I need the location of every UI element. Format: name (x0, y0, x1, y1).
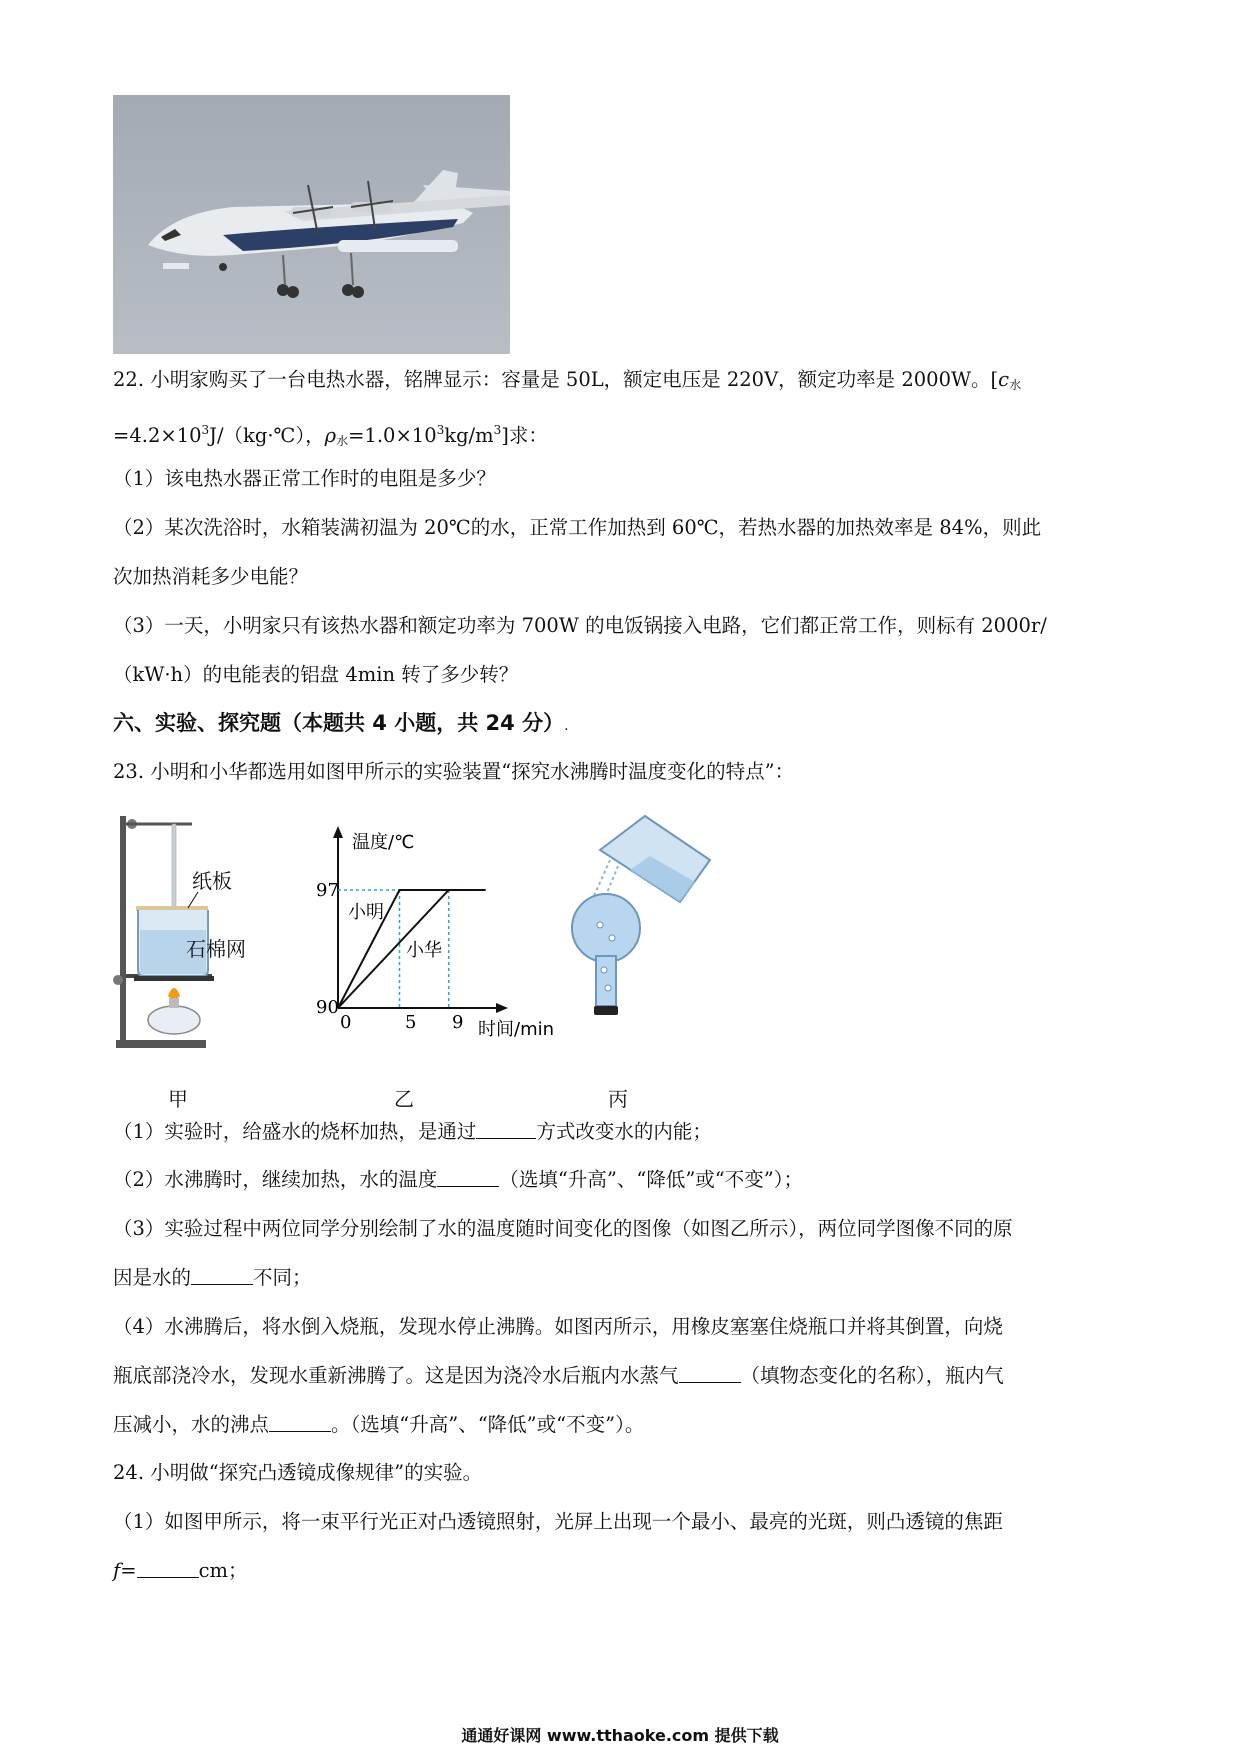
q23-part-3-line-2 (113, 1266, 312, 1290)
answer-blank-5[interactable] (269, 1413, 331, 1432)
series-label-xiaohua: 小华 (406, 940, 442, 961)
figure-bing (570, 810, 720, 1035)
section-6-heading (113, 711, 569, 738)
y-axis-label: 温度/℃ (352, 832, 415, 853)
x-axis-arrow (496, 1003, 508, 1013)
exponent: 3 (493, 423, 502, 437)
q22-part-1: （1）该电热水器正常工作时的电阻是多少？ (113, 467, 496, 490)
q24-part-1-line-1: （1）如图甲所示，将一束平行光正对凸透镜照射，光屏上出现一个最小、最亮的光斑，则凸透镜的焦距 (113, 1510, 1003, 1533)
q22-line-2 (113, 418, 548, 453)
q22-part-2-line-1: （2）某次洗浴时，水箱装满初温为 20℃的水，正常工作加热到 60℃，若热水器的加热效率是 84%，则此 (113, 516, 1042, 539)
q23-part-4-text-c: 压减小，水的沸点 (113, 1413, 270, 1436)
y-axis-arrow (333, 826, 343, 838)
figure-yi-label: 乙 (394, 1087, 414, 1111)
section-6-title: 六、实验、探究题（本题共 4 小题，共 24 分） (113, 711, 565, 735)
x-axis-label: 时间/min (478, 1019, 555, 1040)
answer-blank-2[interactable] (437, 1168, 499, 1187)
q22-rho-unit: kg/m (444, 424, 494, 447)
q23-part-4-text-a: 瓶底部浇冷水，发现水重新沸腾了。这是因为浇冷水后瓶内水蒸气 (113, 1364, 679, 1387)
q22-line-1 (113, 368, 1021, 397)
q23-part-4-text-b: （填物态变化的名称），瓶内气 (740, 1364, 1004, 1387)
heating-apparatus-diagram (112, 810, 292, 1080)
answer-blank-3[interactable] (191, 1266, 253, 1285)
q23-part-3-text-a: 因是水的 (113, 1266, 192, 1289)
answer-blank-6[interactable] (137, 1559, 199, 1578)
q23-part-4-line-1: （4）水沸腾后，将水倒入烧瓶，发现水停止沸腾。如图丙所示，用橡皮塞塞住烧瓶口并将其倒置，向烧 (113, 1315, 1003, 1338)
x-tick-0: 0 (340, 1012, 352, 1033)
q23-part-2 (113, 1168, 803, 1192)
q22-part-3-line-2: （kW·h）的电能表的铝盘 4min 转了多少转？ (113, 663, 519, 686)
x-tick-5: 5 (405, 1012, 417, 1033)
q22-c-unit: J/（kg·℃）， (209, 424, 325, 447)
focal-length-symbol: f (113, 1559, 121, 1582)
q23-part-1-text-b: 方式改变水的内能； (536, 1120, 712, 1143)
label-asbestos-mesh: 石棉网 (186, 937, 246, 961)
q23-part-1-text-a: （1）实验时，给盛水的烧杯加热，是通过 (113, 1120, 477, 1143)
q23-part-1 (113, 1120, 712, 1144)
q23-part-3-line-1: （3）实验过程中两位同学分别绘制了水的温度随时间变化的图像（如图乙所示），两位同学图像不同的原 (113, 1217, 1013, 1240)
q23-part-4-line-3 (113, 1413, 644, 1437)
water-subscript: 水 (1009, 378, 1022, 392)
exponent: 3 (201, 423, 210, 437)
unit-cm: cm； (198, 1559, 248, 1582)
label-cardboard: 纸板 (192, 869, 232, 893)
water-subscript: 水 (336, 434, 349, 448)
inverted-flask-diagram (570, 810, 720, 1035)
y-tick-90: 90 (316, 997, 339, 1018)
answer-blank-4[interactable] (679, 1364, 741, 1383)
page-footer: 通通好课网 www.tthaoke.com 提供下载 (461, 1726, 779, 1745)
q24-part-1-line-2 (113, 1559, 247, 1583)
seaplane-image (113, 95, 510, 354)
q22-ask: ]求： (501, 424, 548, 447)
figure-bing-label: 丙 (608, 1087, 628, 1111)
q23-part-2-text-a: （2）水沸腾时，继续加热，水的温度 (113, 1168, 438, 1191)
density-symbol: ρ (324, 424, 337, 447)
q23-part-2-text-b: （选填“升高”、“降低”或“不变”）； (499, 1168, 803, 1191)
figure-jia (112, 810, 292, 1080)
equals-sign: = (120, 1559, 137, 1582)
figure-yi-chart (310, 820, 570, 1050)
specific-heat-symbol: c (998, 368, 1010, 391)
temperature-time-chart (310, 820, 570, 1050)
q23-part-3-text-b: 不同； (253, 1266, 312, 1289)
x-tick-9: 9 (452, 1012, 464, 1033)
q24-intro: 24. 小明做“探究凸透镜成像规律”的实验。 (113, 1461, 483, 1484)
y-tick-97: 97 (316, 880, 339, 901)
figure-jia-label: 甲 (168, 1087, 188, 1111)
q22-part-3-line-1: （3）一天，小明家只有该热水器和额定功率为 700W 的电饭锅接入电路，它们都正常工作，则标有 2000r/ (113, 614, 1047, 637)
q23-part-4-line-2 (113, 1364, 1004, 1388)
section-6-dot: . (564, 718, 569, 734)
answer-blank-1[interactable] (476, 1120, 536, 1139)
q23-intro: 23. 小明和小华都选用如图甲所示的实验装置“探究水沸腾时温度变化的特点”： (113, 760, 795, 783)
aircraft-photo (113, 95, 510, 354)
q22-c-value: =4.2×10 (113, 424, 202, 447)
q22-rho-value: =1.0×10 (348, 424, 437, 447)
q22-intro-text: 22. 小明家购买了一台电热水器，铭牌显示：容量是 50L，额定电压是 220V，额定功率是 2000W。[ (113, 368, 999, 391)
exponent: 3 (436, 423, 445, 437)
q23-part-4-text-d: 。（选填“升高”、“降低”或“不变”）。 (331, 1413, 645, 1436)
series-label-xiaoming: 小明 (348, 902, 384, 923)
q22-part-2-line-2: 次加热消耗多少电能？ (113, 565, 309, 588)
